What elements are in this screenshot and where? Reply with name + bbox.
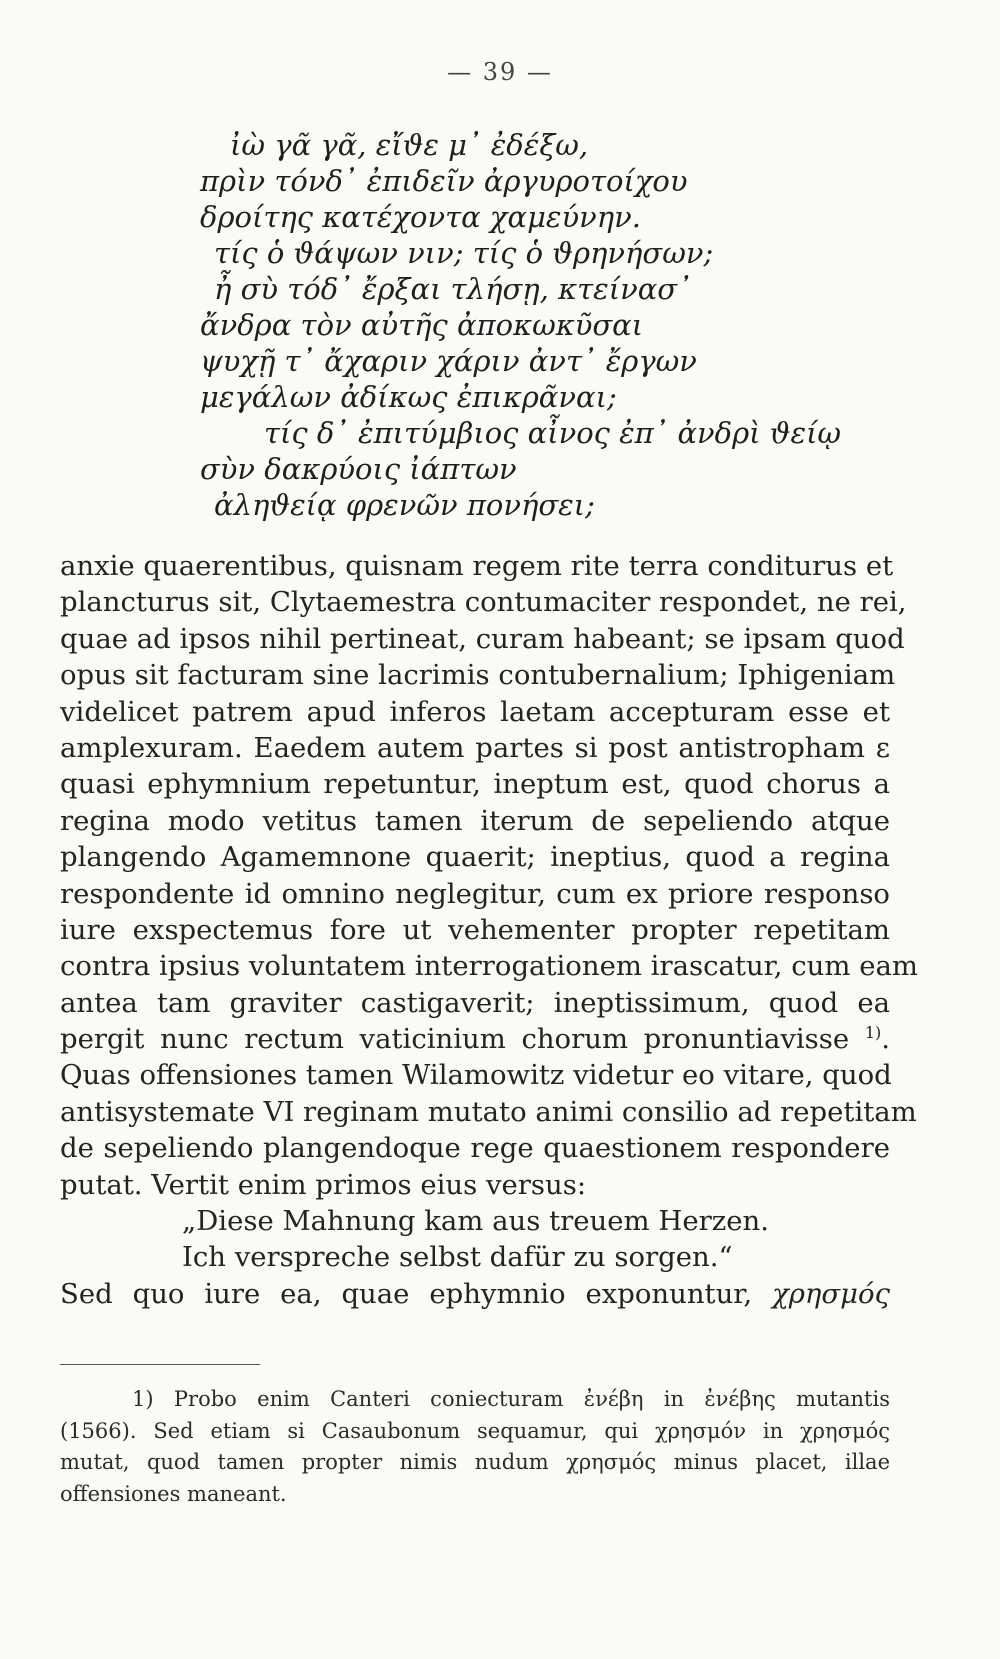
prose-line: videlicet patrem apud inferos laetam accepturam esse et (60, 695, 890, 728)
prose-line: regina modo vetitus tamen iterum de sepeliendo atque (60, 804, 890, 837)
footnote-ref: 1) (864, 1023, 882, 1043)
verse-line: ἦ σὺ τόδ᾽ ἔρξαι τλήσῃ, κτείνασ᾽ (214, 272, 692, 306)
prose-line: antea tam graviter castigaverit; ineptissimum, quod ea (60, 986, 890, 1019)
verse-line: ἄνδρα τὸν αὐτῆς ἀποκωκῦσαι (200, 308, 644, 342)
german-quote-line: „Diese Mahnung kam aus treuem Herzen. (182, 1205, 769, 1238)
footnote-line: (1566). Sed etiam si Casaubonum sequamur, qui χρησμόν in χρησμός (60, 1418, 890, 1443)
footnote-divider (60, 1364, 260, 1365)
footnote-block (60, 1384, 890, 1510)
verse-line: πρὶν τόνδ᾽ ἐπιδεῖν ἀργυροτοίχου (200, 164, 688, 198)
prose-line: respondente id omnino neglegitur, cum ex priore responso (60, 877, 890, 910)
prose-line: plancturus sit, Clytaemestra contumaciter respondet, ne rei, (60, 586, 907, 619)
prose-line: plangendo Agamemnone quaerit; ineptius, quod a regina (60, 841, 890, 874)
prose-text: Sed quo iure ea, quae ephymnio exponuntur, (60, 1277, 753, 1310)
prose-line: amplexuram. Eaedem autem partes si post antistropham ε (60, 731, 890, 764)
verse-line: ἀληϑείᾳ φρενῶν πονήσει; (214, 488, 595, 522)
footnote-line: offensiones maneant. (60, 1481, 287, 1506)
verse-line: ψυχῇ τ᾽ ἄχαριν χάριν ἀντ᾽ ἔργων (200, 344, 697, 378)
prose-line: quasi ephymnium repetuntur, ineptum est, quod chorus a (60, 768, 890, 801)
verse-line: σὺν δακρύοις ἰάπτων (200, 452, 517, 486)
prose-line: antisystemate VI reginam mutato animi consilio ad repetitam (60, 1095, 917, 1128)
footnote-line: 1) Probo enim Canteri coniecturam ἐνέβη in ἐνέβης mutantis (132, 1387, 890, 1411)
verse-line: τίς δ᾽ ἐπιτύμβιος αἶνος ἐπ᾽ ἀνδρὶ ϑείῳ (264, 416, 842, 450)
prose-line: quae ad ipsos nihil pertineat, curam habeant; se ipsam quod (60, 622, 905, 655)
prose-text: pergit nunc rectum vaticinium chorum pronuntiavisse (60, 1023, 850, 1056)
greek-word: χρησμός (772, 1277, 890, 1310)
prose-line: putat. Vertit enim primos eius versus: (60, 1168, 587, 1201)
prose-line: iure exspectemus fore ut vehementer propter repetitam (60, 913, 890, 946)
prose-line: Quas offensiones tamen Wilamowitz videtur eo vitare, quod (60, 1059, 892, 1092)
verse-line: τίς ὁ ϑάψων νιν; τίς ὁ ϑρηνήσων; (214, 236, 714, 270)
footnote-line: mutat, quod tamen propter nimis nudum χρησμός minus placet, illae (60, 1450, 890, 1474)
verse-line: ἰὼ γᾶ γᾶ, εἴϑε μ᾽ ἐδέξω, (230, 128, 589, 162)
page-number: — 39 — (447, 58, 553, 86)
german-quote-line: Ich verspreche selbst dafür zu sorgen.“ (182, 1241, 733, 1274)
verse-line: μεγάλων ἀδίκως ἐπικρᾶναι; (200, 380, 617, 414)
latin-prose-block (60, 548, 918, 1312)
prose-line: opus sit facturam sine lacrimis contubernalium; Iphigeniam (60, 659, 896, 692)
prose-line: contra ipsius voluntatem interrogationem irascatur, cum eam (60, 950, 918, 983)
prose-punct: . (881, 1023, 890, 1056)
verse-line: δροίτης κατέχοντα χαμεύνην. (200, 200, 641, 234)
prose-line-with-footnote (60, 1021, 890, 1057)
prose-line-final (60, 1276, 890, 1312)
prose-line: anxie quaerentibus, quisnam regem rite terra conditurus et (60, 550, 894, 582)
prose-line: de sepeliendo plangendoque rege quaestionem respondere (60, 1132, 890, 1165)
